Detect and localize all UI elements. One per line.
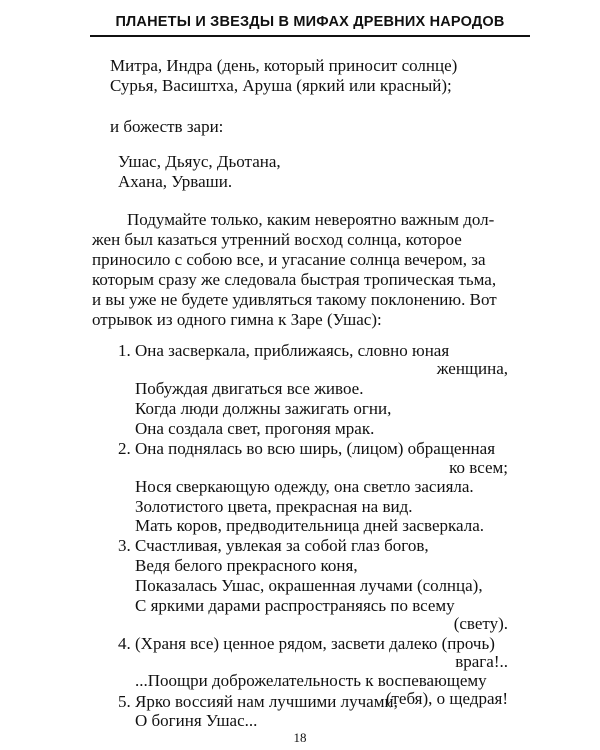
hymn-verse-1: 1. Она засверкала, приближаясь, словно юная (118, 341, 450, 360)
paragraph-line-3: приносило с собою все, и угасание солнца вечером, за (92, 250, 486, 269)
hymn-line: С яркими дарами распространяясь по всему (135, 596, 455, 615)
hymn-line-cont: (свету). (453, 614, 508, 633)
paragraph-line-1: Подумайте только, каким невероятно важным дол- (127, 210, 495, 229)
paragraph-line-6: отрывок из одного гимна к Заре (Ушас): (92, 310, 382, 329)
running-header: ПЛАНЕТЫ И ЗВЕЗДЫ В МИФАХ ДРЕВНИХ НАРОДОВ (90, 14, 530, 37)
hymn-line-cont: (тебя), о щедрая! (385, 689, 508, 708)
hymn-verse-5: 5. Ярко воссияй нам лучшими лучами, (118, 692, 398, 711)
hymn-line: Она создала свет, прогоняя мрак. (135, 419, 375, 438)
hymn-line: Ведя белого прекрасного коня, (135, 556, 358, 575)
hymn-verse-2: 2. Она поднялась во всю ширь, (лицом) обращенная (118, 439, 496, 458)
hymn-verse-3: 3. Счастливая, увлекая за собой глаз богов, (118, 536, 429, 555)
paragraph-line-2: жен был казаться утренний восход солнца, которое (92, 230, 462, 249)
paragraph-line-5: и вы уже не будете удивляться такому поклонению. Вот (92, 290, 497, 309)
dawn-intro: и божеств зари: (110, 117, 224, 136)
hymn-verse-1-cont: женщина, (436, 359, 508, 378)
dawn-list-line-2: Ахана, Урваши. (118, 172, 233, 191)
page-number: 18 (293, 730, 307, 745)
paragraph-line-4: которым сразу же следовала быстрая тропическая тьма, (92, 270, 497, 289)
hymn-line: Мать коров, предводительница дней засверкала. (135, 516, 485, 535)
hymn-line: О богиня Ушас... (135, 711, 258, 730)
hymn-line: Показалась Ушас, окрашенная лучами (солнца), (135, 576, 483, 595)
hymn-line: ...Поощри доброжелательность к воспевающему (135, 671, 487, 690)
gods-list-line-2: Сурья, Васиштха, Аруша (яркий или красный); (110, 76, 452, 95)
hymn-line: Нося сверкающую одежду, она светло засияла. (135, 477, 474, 496)
hymn-line: Когда люди должны зажигать огни, (135, 399, 392, 418)
dawn-list-line-1: Ушас, Дьяус, Дьотана, (118, 152, 281, 171)
hymn-verse-4-cont: врага!.. (455, 652, 508, 671)
gods-list-line-1: Митра, Индра (день, который приносит солнце) (110, 56, 458, 75)
hymn-line: Золотистого цвета, прекрасная на вид. (135, 497, 413, 516)
hymn-verse-4: 4. (Храня все) ценное рядом, засвети далеко (прочь) (118, 634, 495, 653)
hymn-line: Побуждая двигаться все живое. (135, 379, 364, 398)
hymn-verse-2-cont: ко всем; (449, 458, 508, 477)
